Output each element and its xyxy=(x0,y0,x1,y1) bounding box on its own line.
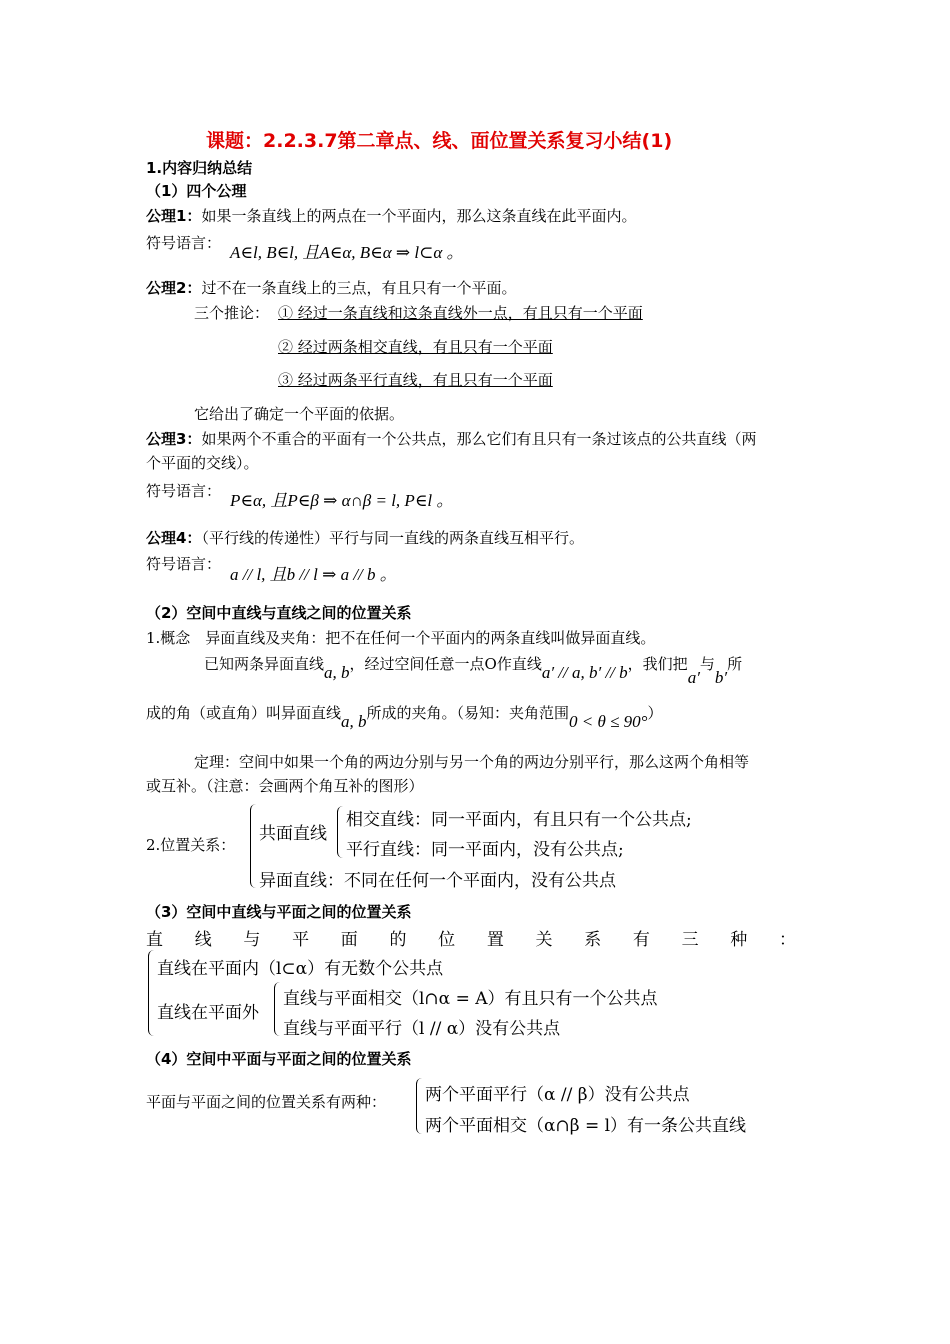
outside-brace xyxy=(274,982,283,1036)
skew-lines-ab: a, b xyxy=(324,663,350,682)
intro-char: ： xyxy=(778,930,796,950)
axiom-2-text: 过不在一条直线上的三点，有且只有一个平面。 xyxy=(201,279,517,297)
plane-plane-intro: 平面与平面之间的位置关系有两种： xyxy=(146,1093,387,1111)
subsection-plane-plane: （4）空间中平面与平面之间的位置关系 xyxy=(146,1050,412,1068)
axiom-1 xyxy=(146,205,636,226)
page-title: 课题：2.2.3.7第二章点、线、面位置关系复习小结(1) xyxy=(206,130,673,152)
intro-char: 系 xyxy=(584,930,602,950)
concept-text: 与 xyxy=(699,655,715,673)
axiom-3-text-cont: 个平面的交线）。 xyxy=(146,454,259,472)
corollary-1: ① 经过一条直线和这条直线外一点，有且只有一个平面 xyxy=(278,304,643,322)
axiom-3-symbol-label: 符号语言： xyxy=(146,482,222,500)
concept-text: 所 xyxy=(727,655,743,673)
concept-line-3 xyxy=(146,702,663,731)
corollary-3: ③ 经过两条平行直线，有且只有一个平面 xyxy=(278,371,553,389)
axiom-3-label: 公理3： xyxy=(146,430,202,448)
axiom-1-symbol: A∈l, B∈l, 且A∈α, B∈α ⇒ l⊂α 。 xyxy=(230,243,464,262)
line-in-plane: 直线在平面内（l⊂α）有无数个公共点 xyxy=(157,959,444,979)
intro-char: 有 xyxy=(632,930,650,950)
intersecting-lines: 相交直线：同一平面内，有且只有一个公共点; xyxy=(346,810,692,830)
planes-intersect: 两个平面相交（α∩β = l）有一条公共直线 xyxy=(425,1116,747,1136)
intro-char: 的 xyxy=(389,930,407,950)
subsection-line-plane: （3）空间中直线与平面之间的位置关系 xyxy=(146,903,412,921)
axiom-3-symbol: P∈α, 且P∈β ⇒ α∩β = l, P∈l 。 xyxy=(230,491,454,510)
angle-range: 0 < θ ≤ 90° xyxy=(569,712,648,731)
axiom-4 xyxy=(146,527,584,548)
line-b-prime: b′ xyxy=(714,668,728,687)
skew-lines-def: 异面直线：不同在任何一个平面内，没有公共点 xyxy=(259,871,616,891)
outer-brace xyxy=(250,804,259,888)
line-plane-parallel: 直线与平面平行（l // α）没有公共点 xyxy=(283,1019,561,1039)
concept-line-2 xyxy=(204,653,743,687)
intro-char: 三 xyxy=(681,930,699,950)
position-label: 2.位置关系： xyxy=(146,836,236,854)
subsection-line-line: （2）空间中直线与直线之间的位置关系 xyxy=(146,604,412,622)
inner-brace xyxy=(337,806,346,858)
axiom-1-symbol-label: 符号语言： xyxy=(146,234,222,252)
plane-plane-brace xyxy=(416,1078,425,1134)
concept-text: 已知两条异面直线 xyxy=(204,655,325,673)
concept-text: ） xyxy=(647,704,663,722)
concept-line-1: 1.概念 异面直线及夹角：把不在任何一个平面内的两条直线叫做异面直线。 xyxy=(146,629,656,647)
axiom-2 xyxy=(146,277,516,298)
line-plane-intro xyxy=(146,925,796,950)
axiom-4-label: 公理4： xyxy=(146,529,202,547)
intro-char: 置 xyxy=(486,930,504,950)
intro-char: 直 xyxy=(146,930,163,950)
concept-text: 成的角（或直角）叫异面直线 xyxy=(146,704,342,722)
intro-char: 面 xyxy=(340,930,358,950)
axiom-1-text: 如果一条直线上的两点在一个平面内，那么这条直线在此平面内。 xyxy=(201,207,637,225)
concept-text: ，我们把 xyxy=(627,655,688,673)
line-a-prime: a′ xyxy=(687,668,700,687)
intro-char: 与 xyxy=(243,930,261,950)
corollary-note: 它给出了确定一个平面的依据。 xyxy=(194,405,405,423)
theorem-line-2: 或互补。（注意：会画两个角互补的图形） xyxy=(146,777,424,795)
concept-text: 所成的夹角。（易知：夹角范围 xyxy=(366,704,570,722)
axiom-2-label: 公理2： xyxy=(146,279,202,297)
subsection-axioms: （1）四个公理 xyxy=(146,182,247,200)
corollary-2: ② 经过两条相交直线，有且只有一个平面 xyxy=(278,338,553,356)
intro-char: 线 xyxy=(194,930,212,950)
intro-char: 种 xyxy=(730,930,748,950)
line-outside-plane: 直线在平面外 xyxy=(157,1003,259,1023)
theorem-line-1: 定理：空间中如果一个角的两边分别与另一个角的两边分别平行，那么这两个角相等 xyxy=(194,753,750,771)
corollary-label: 三个推论： xyxy=(194,304,270,322)
coplanar-lines: 共面直线 xyxy=(259,824,327,844)
line-plane-intersect: 直线与平面相交（l∩α = A）有且只有一个公共点 xyxy=(283,989,658,1009)
parallel-lines-def: 平行直线：同一平面内，没有公共点; xyxy=(346,840,624,860)
axiom-3 xyxy=(146,428,756,449)
line-plane-brace xyxy=(148,950,157,1036)
intro-char: 位 xyxy=(438,930,456,950)
intro-char: 平 xyxy=(292,930,310,950)
axiom-4-symbol-label: 符号语言： xyxy=(146,555,222,573)
parallel-lines: a′ // a, b′ // b xyxy=(541,663,628,682)
section-summary: 1.内容归纳总结 xyxy=(146,159,253,177)
axiom-3-text: 如果两个不重合的平面有一个公共点，那么它们有且只有一条过该点的公共直线（两 xyxy=(201,430,757,448)
skew-lines-ab: a, b xyxy=(341,712,367,731)
concept-text: ，经过空间任意一点O作直线 xyxy=(349,655,542,673)
intro-char: 关 xyxy=(535,930,553,950)
planes-parallel: 两个平面平行（α // β）没有公共点 xyxy=(425,1085,690,1105)
axiom-4-symbol: a // l, 且b // l ⇒ a // b 。 xyxy=(230,565,397,584)
axiom-4-text: （平行线的传递性）平行与同一直线的两条直线互相平行。 xyxy=(201,529,584,547)
axiom-1-label: 公理1： xyxy=(146,207,202,225)
